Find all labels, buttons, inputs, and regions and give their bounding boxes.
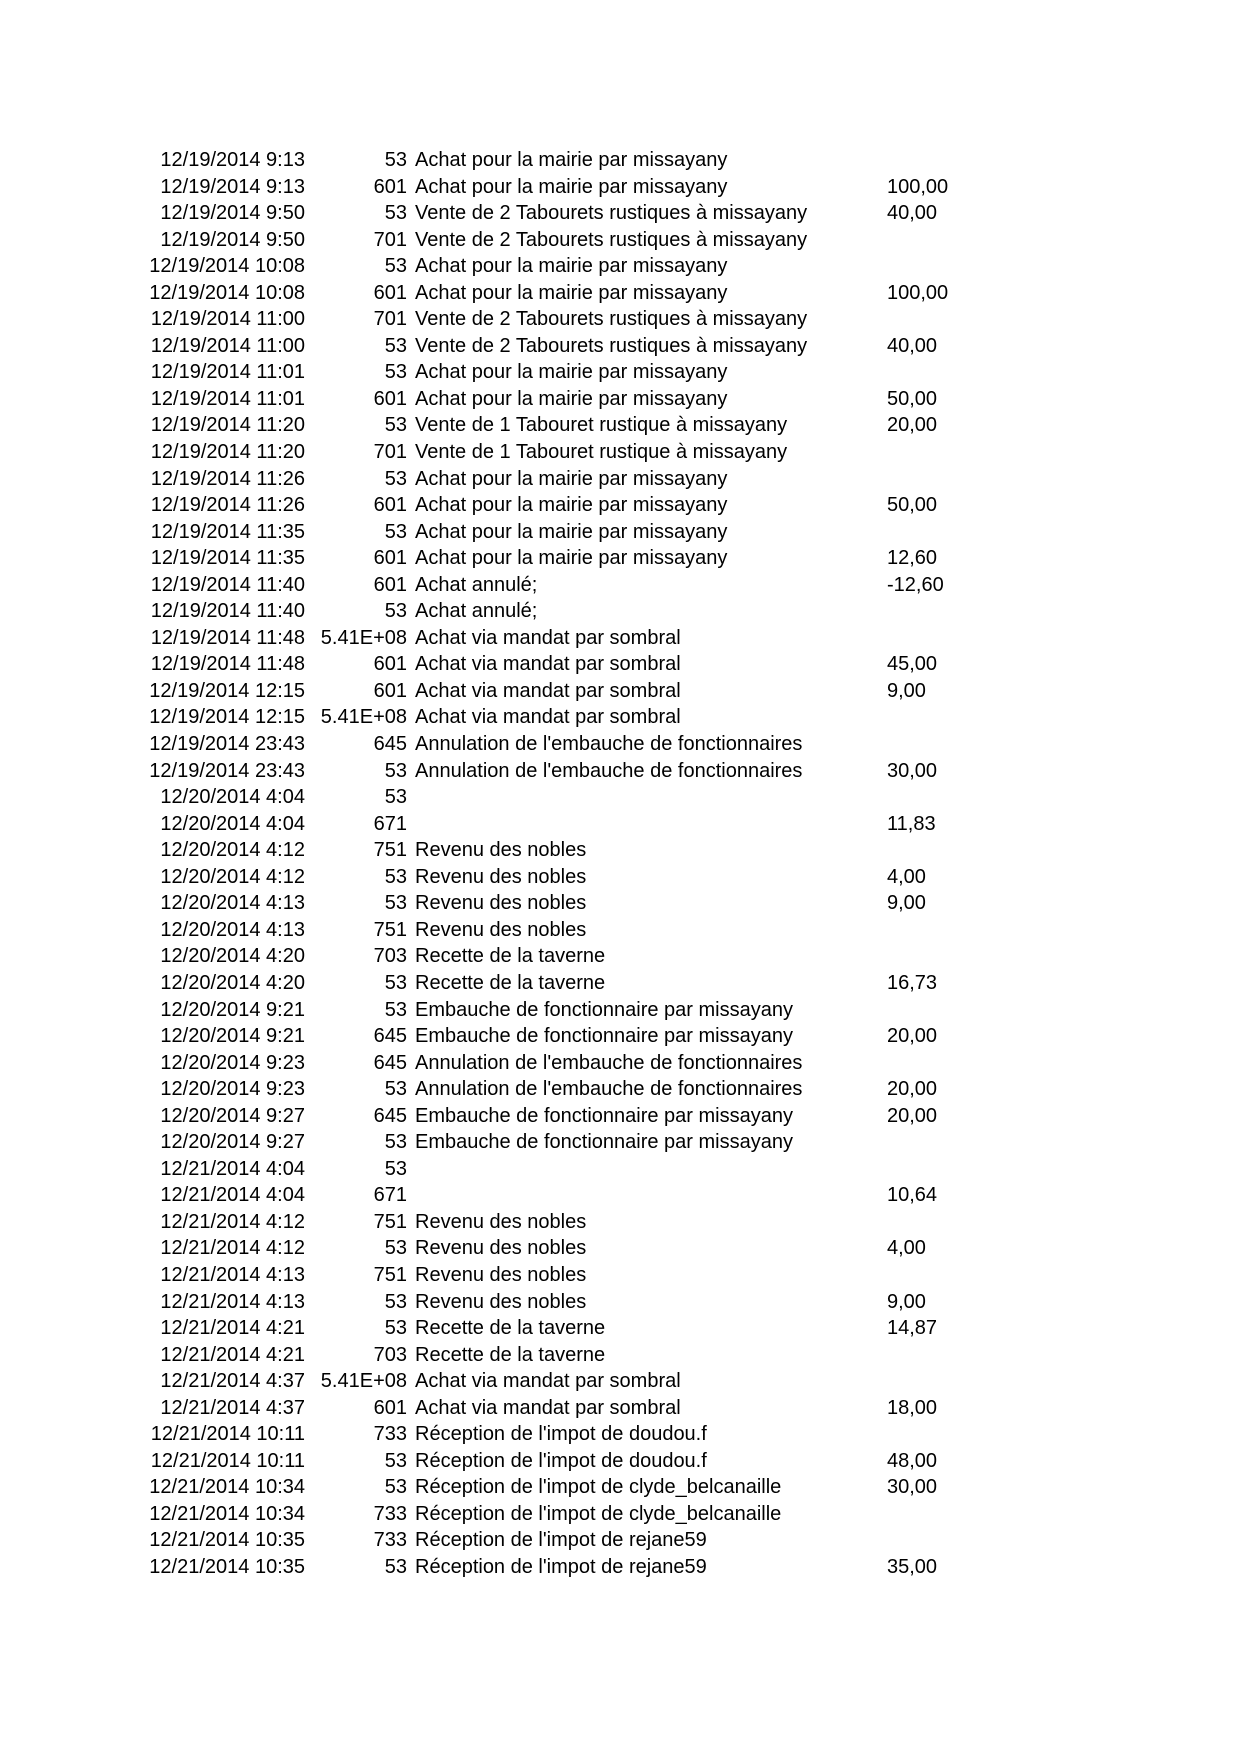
table-row xyxy=(0,412,1241,439)
account-cell: 53 xyxy=(384,759,407,782)
description-cell: Réception de l'impot de rejane59 xyxy=(415,1555,707,1578)
table-row xyxy=(0,1421,1241,1448)
date-cell: 12/21/2014 10:34 xyxy=(149,1476,305,1499)
date-cell: 12/20/2014 4:20 xyxy=(160,945,305,968)
date-cell: 12/21/2014 10:35 xyxy=(149,1555,305,1578)
description-cell: Achat pour la mairie par missayany xyxy=(415,281,728,304)
description-cell: Recette de la taverne xyxy=(415,971,606,994)
date-cell: 12/19/2014 11:48 xyxy=(150,653,305,676)
date-cell: 12/19/2014 11:48 xyxy=(150,626,305,649)
table-row xyxy=(0,1289,1241,1316)
description-cell: Embauche de fonctionnaire par missayany xyxy=(415,1025,793,1048)
account-cell: 751 xyxy=(373,918,407,941)
description-cell: Recette de la taverne xyxy=(415,945,606,968)
description-cell: Recette de la taverne xyxy=(415,1343,606,1366)
account-cell: 601 xyxy=(373,281,407,304)
amount-cell: 20,00 xyxy=(887,1025,938,1048)
account-cell: 53 xyxy=(384,1476,407,1499)
account-cell: 53 xyxy=(384,1555,407,1578)
description-cell: Recette de la taverne xyxy=(415,1317,606,1340)
account-cell: 5.41E+08 xyxy=(320,706,407,729)
date-cell: 12/21/2014 4:37 xyxy=(160,1396,305,1419)
date-cell: 12/21/2014 4:12 xyxy=(160,1210,305,1233)
account-cell: 53 xyxy=(384,414,407,437)
amount-cell: 18,00 xyxy=(887,1396,938,1419)
table-row xyxy=(0,492,1241,519)
account-cell: 5.41E+08 xyxy=(320,626,407,649)
date-cell: 12/19/2014 11:01 xyxy=(150,361,305,384)
date-cell: 12/19/2014 11:20 xyxy=(150,414,305,437)
account-cell: 751 xyxy=(373,1210,407,1233)
account-cell: 671 xyxy=(373,1184,407,1207)
account-cell: 53 xyxy=(384,255,407,278)
table-row xyxy=(0,1368,1241,1395)
table-row xyxy=(0,1448,1241,1475)
account-cell: 53 xyxy=(384,892,407,915)
table-row xyxy=(0,1023,1241,1050)
amount-cell: 9,00 xyxy=(887,679,926,702)
amount-cell: 100,00 xyxy=(887,175,949,198)
amount-cell: 11,83 xyxy=(887,812,936,835)
date-cell: 12/20/2014 4:13 xyxy=(160,892,305,915)
amount-cell: 12,60 xyxy=(887,547,938,570)
date-cell: 12/19/2014 11:40 xyxy=(150,573,305,596)
date-cell: 12/19/2014 23:43 xyxy=(149,733,305,756)
account-cell: 53 xyxy=(384,361,407,384)
table-row xyxy=(0,1129,1241,1156)
date-cell: 12/19/2014 11:35 xyxy=(150,547,305,570)
amount-cell: 10,64 xyxy=(887,1184,938,1207)
amount-cell: 35,00 xyxy=(887,1555,938,1578)
date-cell: 12/19/2014 12:15 xyxy=(149,706,305,729)
description-cell: Revenu des nobles xyxy=(415,1263,587,1286)
date-cell: 12/19/2014 11:20 xyxy=(150,441,305,464)
amount-cell: 40,00 xyxy=(887,334,938,357)
description-cell: Achat pour la mairie par missayany xyxy=(415,149,728,171)
date-cell: 12/20/2014 4:04 xyxy=(160,812,305,835)
table-row xyxy=(0,704,1241,731)
description-cell: Embauche de fonctionnaire par missayany xyxy=(415,1131,793,1154)
amount-cell: 100,00 xyxy=(887,281,949,304)
account-cell: 703 xyxy=(373,945,407,968)
description-cell: Achat annulé; xyxy=(415,600,538,623)
description-cell: Achat annulé; xyxy=(415,573,538,596)
date-cell: 12/19/2014 11:00 xyxy=(150,334,305,357)
description-cell: Achat pour la mairie par missayany xyxy=(415,255,728,278)
table-row xyxy=(0,359,1241,386)
table-row xyxy=(0,837,1241,864)
account-cell: 601 xyxy=(373,653,407,676)
date-cell: 12/21/2014 4:13 xyxy=(160,1290,305,1313)
table-row xyxy=(0,864,1241,891)
amount-cell: 20,00 xyxy=(887,414,938,437)
table-row xyxy=(0,1209,1241,1236)
account-cell: 645 xyxy=(373,1051,407,1074)
date-cell: 12/19/2014 11:40 xyxy=(150,600,305,623)
account-cell: 751 xyxy=(373,1263,407,1286)
date-cell: 12/19/2014 11:26 xyxy=(150,467,305,490)
amount-cell: 50,00 xyxy=(887,494,938,517)
description-cell: Réception de l'impot de doudou.f xyxy=(415,1449,707,1472)
account-cell: 53 xyxy=(384,1078,407,1101)
description-cell: Embauche de fonctionnaire par missayany xyxy=(415,998,793,1021)
account-cell: 601 xyxy=(373,387,407,410)
amount-cell: 50,00 xyxy=(887,387,938,410)
description-cell: Revenu des nobles xyxy=(415,1210,587,1233)
description-cell: Revenu des nobles xyxy=(415,865,587,888)
table-row xyxy=(0,386,1241,413)
date-cell: 12/21/2014 4:12 xyxy=(160,1237,305,1260)
account-cell: 601 xyxy=(373,1396,407,1419)
date-cell: 12/19/2014 9:13 xyxy=(160,149,305,171)
table-row xyxy=(0,1554,1241,1581)
description-cell: Réception de l'impot de rejane59 xyxy=(415,1529,707,1552)
table-row xyxy=(0,253,1241,280)
amount-cell: 40,00 xyxy=(887,202,938,225)
account-cell: 751 xyxy=(373,839,407,862)
description-cell: Embauche de fonctionnaire par missayany xyxy=(415,1104,793,1127)
account-cell: 53 xyxy=(384,520,407,543)
amount-cell: 48,00 xyxy=(887,1449,938,1472)
table-row xyxy=(0,200,1241,227)
amount-cell: 14,87 xyxy=(887,1317,938,1340)
account-cell: 733 xyxy=(373,1529,407,1552)
account-cell: 53 xyxy=(384,1290,407,1313)
account-cell: 645 xyxy=(373,733,407,756)
date-cell: 12/21/2014 4:13 xyxy=(160,1263,305,1286)
table-row xyxy=(0,1050,1241,1077)
table-row xyxy=(0,1395,1241,1422)
table-row xyxy=(0,651,1241,678)
account-cell: 53 xyxy=(384,1449,407,1472)
date-cell: 12/19/2014 11:00 xyxy=(150,308,305,331)
table-row xyxy=(0,811,1241,838)
table-row xyxy=(0,1474,1241,1501)
table-row xyxy=(0,572,1241,599)
table-row xyxy=(0,147,1241,174)
description-cell: Vente de 2 Tabourets rustiques à missayany xyxy=(415,228,808,251)
account-cell: 601 xyxy=(373,573,407,596)
description-cell: Revenu des nobles xyxy=(415,1237,587,1260)
account-cell: 701 xyxy=(373,441,407,464)
table-row xyxy=(0,890,1241,917)
description-cell: Vente de 1 Tabouret rustique à missayany xyxy=(415,414,788,437)
date-cell: 12/21/2014 4:37 xyxy=(160,1370,305,1393)
date-cell: 12/21/2014 4:21 xyxy=(160,1343,305,1366)
date-cell: 12/20/2014 4:04 xyxy=(160,786,305,809)
table-row xyxy=(0,174,1241,201)
date-cell: 12/19/2014 11:01 xyxy=(150,387,305,410)
description-cell: Achat pour la mairie par missayany xyxy=(415,387,728,410)
description-cell: Vente de 1 Tabouret rustique à missayany xyxy=(415,441,788,464)
date-cell: 12/21/2014 10:35 xyxy=(149,1529,305,1552)
description-cell: Achat pour la mairie par missayany xyxy=(415,467,728,490)
amount-cell: 30,00 xyxy=(887,759,938,782)
table-row xyxy=(0,1103,1241,1130)
table-row xyxy=(0,439,1241,466)
account-cell: 701 xyxy=(373,228,407,251)
table-row xyxy=(0,333,1241,360)
amount-cell: -12,60 xyxy=(887,573,944,596)
table-row xyxy=(0,1235,1241,1262)
date-cell: 12/20/2014 9:27 xyxy=(160,1131,305,1154)
account-cell: 53 xyxy=(384,149,407,171)
date-cell: 12/21/2014 10:34 xyxy=(149,1502,305,1525)
date-cell: 12/19/2014 9:50 xyxy=(160,202,305,225)
account-cell: 671 xyxy=(373,812,407,835)
amount-cell: 16,73 xyxy=(887,971,938,994)
table-row xyxy=(0,1527,1241,1554)
table-row xyxy=(0,466,1241,493)
description-cell: Annulation de l'embauche de fonctionnaires xyxy=(415,1051,803,1074)
account-cell: 53 xyxy=(384,1317,407,1340)
date-cell: 12/19/2014 10:08 xyxy=(149,255,305,278)
table-row xyxy=(0,758,1241,785)
date-cell: 12/20/2014 4:13 xyxy=(160,918,305,941)
account-cell: 733 xyxy=(373,1502,407,1525)
table-row xyxy=(0,917,1241,944)
date-cell: 12/21/2014 4:04 xyxy=(160,1157,305,1180)
table-row xyxy=(0,1262,1241,1289)
account-cell: 5.41E+08 xyxy=(320,1370,407,1393)
account-cell: 53 xyxy=(384,1157,407,1180)
table-row xyxy=(0,519,1241,546)
description-cell: Achat via mandat par sombral xyxy=(415,1370,681,1393)
description-cell: Achat via mandat par sombral xyxy=(415,653,681,676)
description-cell: Revenu des nobles xyxy=(415,892,587,915)
description-cell: Achat pour la mairie par missayany xyxy=(415,361,728,384)
table-row xyxy=(0,997,1241,1024)
description-cell: Achat via mandat par sombral xyxy=(415,1396,681,1419)
description-cell: Achat pour la mairie par missayany xyxy=(415,547,728,570)
description-cell: Réception de l'impot de doudou.f xyxy=(415,1423,707,1446)
table-row xyxy=(0,280,1241,307)
description-cell: Vente de 2 Tabourets rustiques à missayany xyxy=(415,334,808,357)
date-cell: 12/19/2014 10:08 xyxy=(149,281,305,304)
description-cell: Vente de 2 Tabourets rustiques à missayany xyxy=(415,308,808,331)
date-cell: 12/21/2014 4:21 xyxy=(160,1317,305,1340)
description-cell: Réception de l'impot de clyde_belcanaille xyxy=(415,1476,782,1499)
ledger-table xyxy=(0,147,1241,1581)
account-cell: 601 xyxy=(373,547,407,570)
account-cell: 53 xyxy=(384,1131,407,1154)
date-cell: 12/19/2014 9:50 xyxy=(160,228,305,251)
amount-cell: 20,00 xyxy=(887,1078,938,1101)
account-cell: 645 xyxy=(373,1104,407,1127)
description-cell: Annulation de l'embauche de fonctionnaires xyxy=(415,759,803,782)
account-cell: 53 xyxy=(384,334,407,357)
description-cell: Achat pour la mairie par missayany xyxy=(415,494,728,517)
table-row xyxy=(0,970,1241,997)
amount-cell: 4,00 xyxy=(887,865,926,888)
amount-cell: 4,00 xyxy=(887,1237,926,1260)
date-cell: 12/20/2014 9:21 xyxy=(160,998,305,1021)
date-cell: 12/20/2014 4:12 xyxy=(160,865,305,888)
description-cell: Achat via mandat par sombral xyxy=(415,626,681,649)
description-cell: Achat pour la mairie par missayany xyxy=(415,175,728,198)
date-cell: 12/19/2014 12:15 xyxy=(149,679,305,702)
account-cell: 601 xyxy=(373,175,407,198)
date-cell: 12/20/2014 9:21 xyxy=(160,1025,305,1048)
table-row xyxy=(0,731,1241,758)
account-cell: 53 xyxy=(384,1237,407,1260)
account-cell: 701 xyxy=(373,308,407,331)
table-row xyxy=(0,1182,1241,1209)
description-cell: Revenu des nobles xyxy=(415,1290,587,1313)
amount-cell: 45,00 xyxy=(887,653,938,676)
description-cell: Réception de l'impot de clyde_belcanaille xyxy=(415,1502,782,1525)
table-row xyxy=(0,1342,1241,1369)
table-row xyxy=(0,227,1241,254)
description-cell: Vente de 2 Tabourets rustiques à missayany xyxy=(415,202,808,225)
description-cell: Achat via mandat par sombral xyxy=(415,706,681,729)
description-cell: Achat pour la mairie par missayany xyxy=(415,520,728,543)
table-row xyxy=(0,1315,1241,1342)
account-cell: 601 xyxy=(373,679,407,702)
account-cell: 645 xyxy=(373,1025,407,1048)
amount-cell: 9,00 xyxy=(887,892,926,915)
date-cell: 12/21/2014 10:11 xyxy=(150,1423,305,1446)
amount-cell: 20,00 xyxy=(887,1104,938,1127)
date-cell: 12/20/2014 4:12 xyxy=(160,839,305,862)
amount-cell: 9,00 xyxy=(887,1290,926,1313)
table-row xyxy=(0,1076,1241,1103)
table-row xyxy=(0,625,1241,652)
date-cell: 12/20/2014 9:23 xyxy=(160,1051,305,1074)
table-row xyxy=(0,598,1241,625)
date-cell: 12/21/2014 10:11 xyxy=(150,1449,305,1472)
date-cell: 12/20/2014 4:20 xyxy=(160,971,305,994)
description-cell: Annulation de l'embauche de fonctionnaires xyxy=(415,1078,803,1101)
description-cell: Achat via mandat par sombral xyxy=(415,679,681,702)
table-row xyxy=(0,784,1241,811)
account-cell: 53 xyxy=(384,998,407,1021)
account-cell: 53 xyxy=(384,786,407,809)
table-row xyxy=(0,545,1241,572)
account-cell: 53 xyxy=(384,202,407,225)
date-cell: 12/19/2014 23:43 xyxy=(149,759,305,782)
table-row xyxy=(0,943,1241,970)
date-cell: 12/19/2014 9:13 xyxy=(160,175,305,198)
table-row xyxy=(0,306,1241,333)
date-cell: 12/19/2014 11:26 xyxy=(150,494,305,517)
amount-cell: 30,00 xyxy=(887,1476,938,1499)
description-cell: Revenu des nobles xyxy=(415,839,587,862)
account-cell: 733 xyxy=(373,1423,407,1446)
table-row xyxy=(0,1156,1241,1183)
description-cell: Revenu des nobles xyxy=(415,918,587,941)
account-cell: 703 xyxy=(373,1343,407,1366)
account-cell: 601 xyxy=(373,494,407,517)
description-cell: Annulation de l'embauche de fonctionnaires xyxy=(415,733,803,756)
date-cell: 12/19/2014 11:35 xyxy=(150,520,305,543)
account-cell: 53 xyxy=(384,971,407,994)
account-cell: 53 xyxy=(384,865,407,888)
date-cell: 12/21/2014 4:04 xyxy=(160,1184,305,1207)
date-cell: 12/20/2014 9:27 xyxy=(160,1104,305,1127)
table-row xyxy=(0,678,1241,705)
date-cell: 12/20/2014 9:23 xyxy=(160,1078,305,1101)
table-row xyxy=(0,1501,1241,1528)
account-cell: 53 xyxy=(384,467,407,490)
account-cell: 53 xyxy=(384,600,407,623)
